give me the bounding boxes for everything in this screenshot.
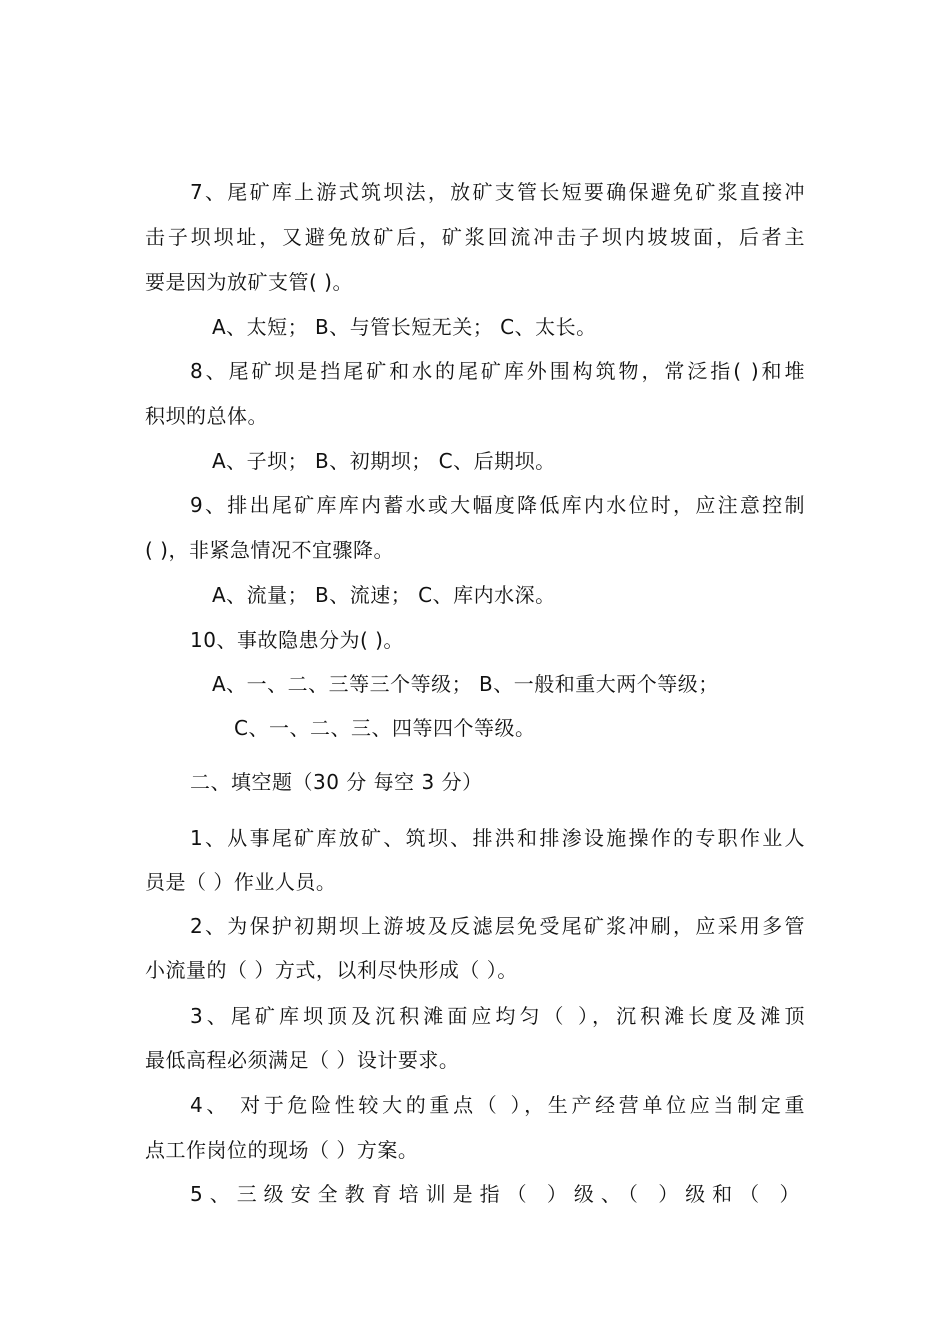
question-9-line-2: ( )，非紧急情况不宜骤降。 <box>145 538 394 562</box>
fill-3-line-2: 最低高程必须满足（ ）设计要求。 <box>145 1048 460 1072</box>
question-7-line-3: 要是因为放矿支管( )。 <box>145 270 353 294</box>
fill-3-line-1: 3、尾矿库坝顶及沉积滩面应均匀（ ），沉积滩长度及滩顶 <box>190 1004 805 1028</box>
question-8-line-2: 积坝的总体。 <box>145 404 268 428</box>
question-9-options: A、流量； B、流速； C、库内水深。 <box>212 583 556 607</box>
fill-4-line-2: 点工作岗位的现场（ ）方案。 <box>145 1138 419 1162</box>
question-7-line-1: 7、尾矿库上游式筑坝法，放矿支管长短要确保避免矿浆直接冲 <box>190 180 805 204</box>
question-7-line-2: 击子坝坝址，又避免放矿后，矿浆回流冲击子坝内坡坡面，后者主 <box>145 225 805 249</box>
question-8-options: A、子坝； B、初期坝； C、后期坝。 <box>212 449 556 473</box>
fill-1-line-2: 员是（ ）作业人员。 <box>145 870 337 894</box>
question-7-options: A、太短； B、与管长短无关； C、太长。 <box>212 315 597 339</box>
fill-2-line-1: 2、为保护初期坝上游坡及反滤层免受尾矿浆冲刷，应采用多管 <box>190 914 805 938</box>
fill-4-line-1: 4、 对于危险性较大的重点（ ），生产经营单位应当制定重 <box>190 1093 805 1117</box>
question-10-line-1: 10、事故隐患分为( )。 <box>190 628 404 652</box>
question-8-line-1: 8、尾矿坝是挡尾矿和水的尾矿库外围构筑物，常泛指( )和堆 <box>190 359 805 383</box>
section-2-heading: 二、填空题（30 分 每空 3 分） <box>190 770 483 794</box>
fill-2-line-2: 小流量的（ ）方式，以利尽快形成（ ）。 <box>145 958 518 982</box>
fill-1-line-1: 1、从事尾矿库放矿、筑坝、排洪和排渗设施操作的专职作业人 <box>190 826 805 850</box>
question-9-line-1: 9、排出尾矿库库内蓄水或大幅度降低库内水位时，应注意控制 <box>190 493 805 517</box>
question-10-option-c: C、一、二、三、四等四个等级。 <box>234 716 536 740</box>
question-10-options-ab: A、一、二、三等三个等级； B、一般和重大两个等级； <box>212 672 719 696</box>
fill-5-line-1: 5、三级安全教育培训是指（ ）级、（ ）级和（ ） <box>190 1182 800 1206</box>
